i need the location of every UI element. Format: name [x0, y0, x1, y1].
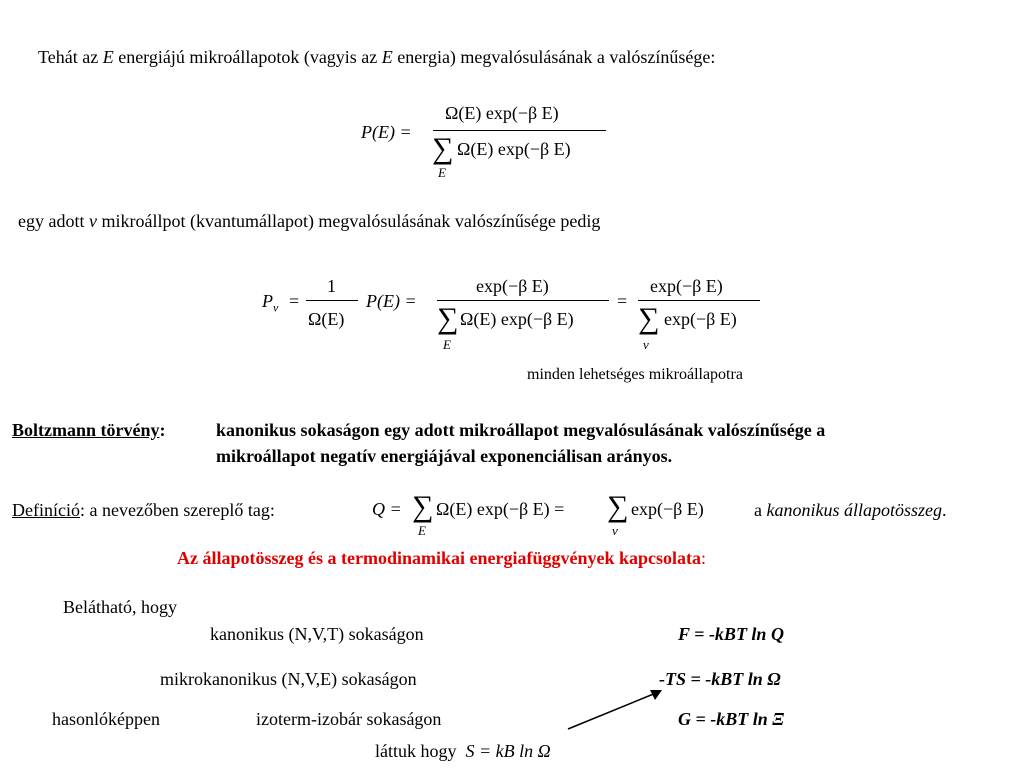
formula1-denominator: Ω(E) exp(−β E) — [457, 139, 571, 159]
lattuk-line: láttuk hogy S = kB ln Ω — [375, 741, 551, 761]
arrow-icon — [560, 685, 670, 735]
row-canonical-formula: F = -kBT ln Q — [678, 624, 784, 644]
row-isothermal-label: izoterm-izobár sokaságon — [256, 709, 442, 729]
definition-sum1-index: E — [418, 523, 426, 538]
formula1-lhs: P(E) = — [361, 122, 412, 142]
formula2-equals: = — [289, 291, 300, 311]
definition-sum2-index: ν — [612, 523, 618, 538]
formula2-fraction3-bar — [638, 300, 760, 301]
formula1-sum-symbol: ∑ — [432, 132, 454, 165]
row-similarly-label: hasonlóképpen — [52, 709, 160, 729]
section-heading: Az állapotösszeg és a termodinamikai energiafüggvények kapcsolata: — [177, 548, 706, 568]
definition-q: Q = — [372, 499, 402, 519]
formula2-fraction2-sum-symbol: ∑ — [437, 302, 459, 335]
microstate-line: egy adott ν mikroállpot (kvantumállapot) megvalósulásának valószínűsége pedig — [18, 211, 601, 231]
formula2-equals2: = — [617, 291, 628, 311]
formula2-fraction2-sum-index: E — [443, 337, 451, 352]
definition-term2: exp(−β E) — [631, 499, 704, 519]
formula2-fraction3-numerator: exp(−β E) — [650, 276, 723, 296]
formula1-numerator: Ω(E) exp(−β E) — [445, 103, 559, 123]
definition-sum1: ∑ — [412, 490, 434, 523]
row-canonical-label: kanonikus (N,V,T) sokaságon — [210, 624, 424, 644]
formula2-fraction3-sum-symbol: ∑ — [638, 302, 660, 335]
formula2-fraction1-denominator: Ω(E) — [308, 309, 345, 329]
belathato-text: Belátható, hogy — [63, 597, 177, 617]
formula1-sum-index: E — [438, 165, 446, 180]
definition-name: a kanonikus állapotösszeg. — [754, 500, 947, 520]
formula2-fraction2-numerator: exp(−β E) — [476, 276, 549, 296]
row-microcanonical-label: mikrokanonikus (N,V,E) sokaságon — [160, 669, 417, 689]
formula2-lhs: $P_\nu$ — [262, 291, 279, 315]
intro-line: Tehát az E energiájú mikroállapotok (vagyis az E energia) megvalósulásának a valószínűsége: — [38, 47, 716, 67]
row-isothermal-formula: G = -kBT ln Ξ — [678, 709, 785, 729]
boltzmann-text-line2: mikroállapot negatív energiájával exponenciálisan arányos. — [216, 446, 673, 466]
formula2-fraction3-sum-index: ν — [643, 337, 649, 352]
formula2-fraction1-numerator: 1 — [327, 276, 336, 296]
boltzmann-title: Boltzmann törvény: — [12, 420, 166, 440]
formula2-fraction3-denominator: exp(−β E) — [664, 309, 737, 329]
formula2-fraction2-denominator: Ω(E) exp(−β E) — [460, 309, 574, 329]
formula2-fraction2-bar — [437, 300, 609, 301]
formula2-note: minden lehetséges mikroállapotra — [527, 366, 743, 383]
formula1-fraction-bar — [433, 130, 606, 131]
formula2-pe: P(E) = — [366, 291, 417, 311]
definition-label: Definíció: a nevezőben szereplő tag: — [12, 500, 275, 520]
definition-term1: Ω(E) exp(−β E) = — [436, 499, 565, 519]
definition-sum2: ∑ — [607, 490, 629, 523]
boltzmann-text-line1: kanonikus sokaságon egy adott mikroállapot megvalósulásának valószínűsége a — [216, 420, 826, 440]
formula2-fraction1-bar — [306, 300, 358, 301]
row-microcanonical-formula: -TS = -kBT ln Ω — [659, 669, 781, 689]
